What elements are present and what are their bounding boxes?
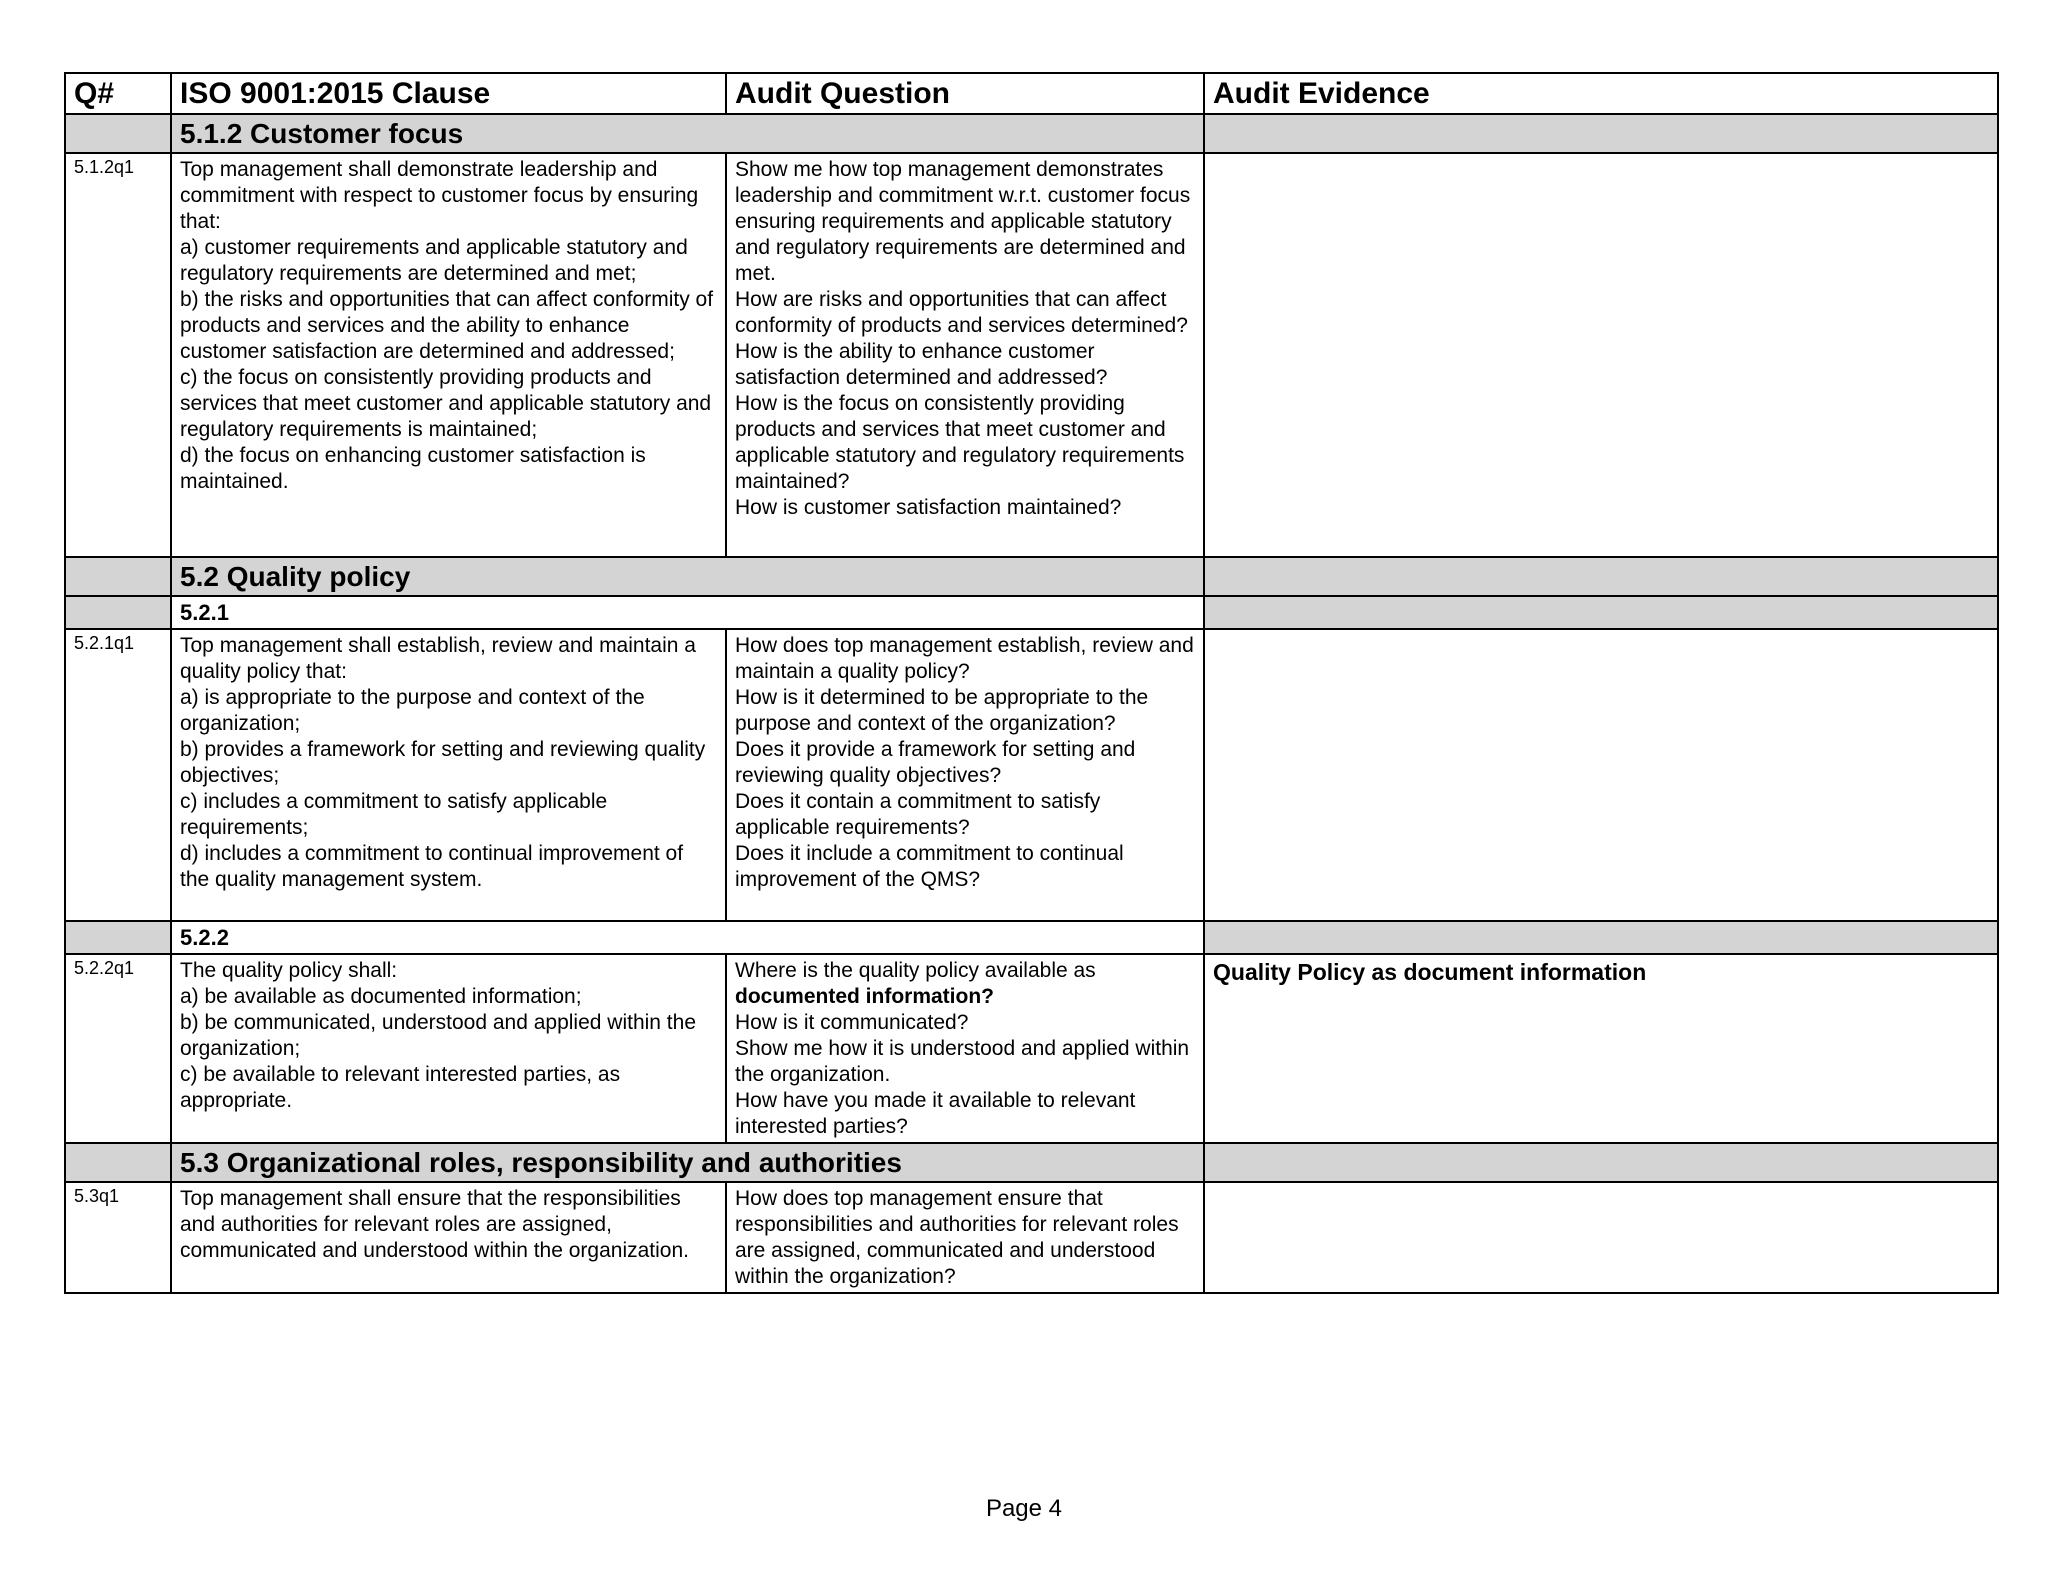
- clause-line: a) customer requirements and applicable statutory and regulatory requirements are determined and met;: [180, 236, 688, 285]
- audit-evidence-cell[interactable]: [1204, 153, 1998, 557]
- clause-text: [171, 954, 726, 1143]
- subsection-title: 5.2.1: [171, 596, 1204, 629]
- subsection-title: 5.2.2: [171, 921, 1204, 954]
- question-line: How is it communicated?: [735, 1011, 969, 1034]
- question-line: How are risks and opportunities that can affect conformity of products and services determined?: [735, 288, 1188, 337]
- section-title: 5.2 Quality policy: [171, 557, 1204, 596]
- audit-question-text: [726, 954, 1204, 1143]
- section-row-quality-policy: [65, 557, 1998, 596]
- audit-question-text: [726, 153, 1204, 557]
- clause-line: b) the risks and opportunities that can affect conformity of products and services and the ability to enhance customer satisfaction are determined and addressed;: [180, 288, 714, 363]
- question-intro: Where is the quality policy available as: [735, 959, 1096, 982]
- clause-line: c) be available to relevant interested parties, as appropriate.: [180, 1063, 621, 1112]
- table-row: [65, 1182, 1998, 1293]
- clause-line: d) includes a commitment to continual improvement of the quality management system.: [180, 842, 684, 891]
- question-line: How is it determined to be appropriate to the purpose and context of the organization?: [735, 686, 1149, 735]
- section-title: 5.1.2 Customer focus: [171, 114, 1204, 153]
- question-line: Does it include a commitment to continual improvement of the QMS?: [735, 842, 1124, 891]
- clause-line: The quality policy shall:: [180, 959, 398, 982]
- question-id: 5.3q1: [65, 1182, 171, 1293]
- section-title: 5.3 Organizational roles, responsibility and authorities: [171, 1143, 1204, 1182]
- subsection-row-521: [65, 596, 1998, 629]
- header-question: Audit Question: [726, 73, 1204, 114]
- question-line: How does top management ensure that responsibilities and authorities for relevant roles are assigned, communicated and understood within the organization?: [735, 1187, 1179, 1288]
- question-bold: documented information?: [735, 985, 994, 1008]
- section-row-roles: [65, 1143, 1998, 1182]
- clause-line: a) is appropriate to the purpose and context of the organization;: [180, 686, 645, 735]
- table-row: [65, 954, 1998, 1143]
- section-row-customer-focus: [65, 114, 1998, 153]
- clause-line: d) the focus on enhancing customer satisfaction is maintained.: [180, 444, 646, 493]
- audit-evidence-cell[interactable]: [1204, 629, 1998, 921]
- question-line: [735, 958, 1195, 1010]
- clause-line: b) be communicated, understood and applied within the organization;: [180, 1011, 696, 1060]
- header-qnum: Q#: [65, 73, 171, 114]
- clause-text: [171, 153, 726, 557]
- question-line: How is the ability to enhance customer satisfaction determined and addressed?: [735, 340, 1108, 389]
- clause-line: a) be available as documented information;: [180, 985, 582, 1008]
- table-header-row: [65, 73, 1998, 114]
- question-line: Does it provide a framework for setting and reviewing quality objectives?: [735, 738, 1136, 787]
- audit-question-text: [726, 629, 1204, 921]
- audit-checklist-table: [64, 72, 1999, 1294]
- clause-line: Top management shall demonstrate leadership and commitment with respect to customer focus by ensuring that:: [180, 158, 699, 233]
- question-line: How have you made it available to relevant interested parties?: [735, 1089, 1136, 1138]
- question-line: How is the focus on consistently providing products and services that meet customer and applicable statutory and regulatory requirements maintained?: [735, 392, 1185, 493]
- clause-line: Top management shall ensure that the responsibilities and authorities for relevant roles are assigned, communicated and understood within the organization.: [180, 1187, 689, 1262]
- question-id: 5.1.2q1: [65, 153, 171, 557]
- question-line: Show me how it is understood and applied within the organization.: [735, 1037, 1190, 1086]
- subsection-row-522: [65, 921, 1998, 954]
- question-line: Does it contain a commitment to satisfy applicable requirements?: [735, 790, 1101, 839]
- question-id: 5.2.1q1: [65, 629, 171, 921]
- clause-line: c) the focus on consistently providing products and services that meet customer and applicable statutory and regulatory requirements is maintained;: [180, 366, 712, 441]
- page-number: Page 4: [985, 1495, 1063, 1522]
- clause-line: c) includes a commitment to satisfy applicable requirements;: [180, 790, 608, 839]
- audit-evidence-cell[interactable]: Quality Policy as document information: [1204, 954, 1998, 1143]
- clause-line: Top management shall establish, review and maintain a quality policy that:: [180, 634, 696, 683]
- audit-evidence-cell[interactable]: [1204, 1182, 1998, 1293]
- audit-question-text: [726, 1182, 1204, 1293]
- header-evidence: Audit Evidence: [1204, 73, 1998, 114]
- question-line: How is customer satisfaction maintained?: [735, 496, 1122, 519]
- table-row: [65, 153, 1998, 557]
- table-row: [65, 629, 1998, 921]
- clause-text: [171, 1182, 726, 1293]
- clause-line: b) provides a framework for setting and reviewing quality objectives;: [180, 738, 706, 787]
- question-line: How does top management establish, review and maintain a quality policy?: [735, 634, 1194, 683]
- header-clause: ISO 9001:2015 Clause: [171, 73, 726, 114]
- question-id: 5.2.2q1: [65, 954, 171, 1143]
- question-line: Show me how top management demonstrates leadership and commitment w.r.t. customer focus ensuring requirements and applicable statutory and regulatory requirements are determined and met.: [735, 158, 1191, 285]
- clause-text: [171, 629, 726, 921]
